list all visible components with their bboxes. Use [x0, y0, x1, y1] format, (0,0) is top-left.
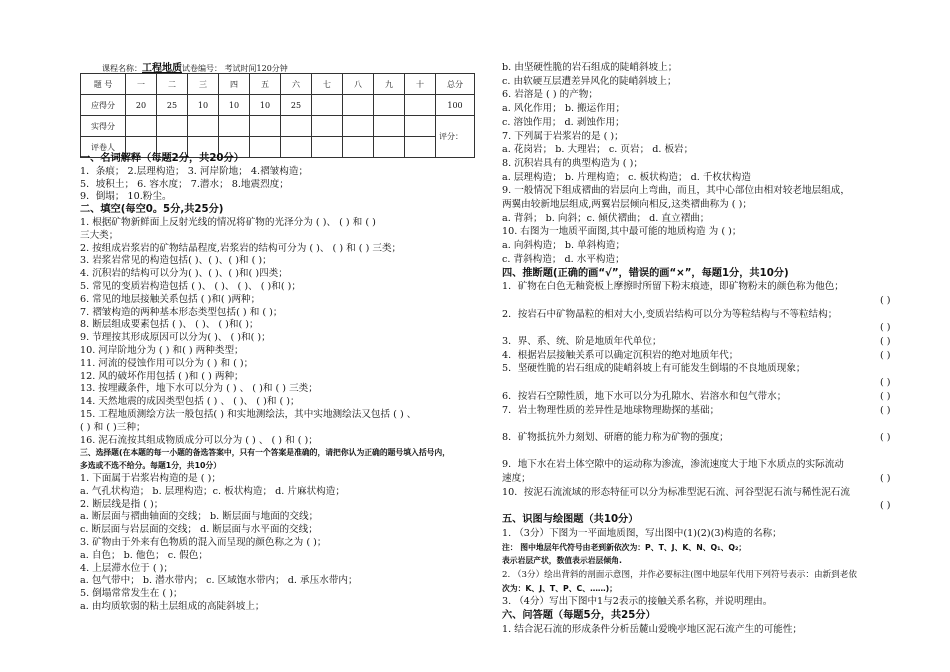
column-label: 十	[405, 74, 436, 95]
question-line: 2. 按组成岩浆岩的矿物结晶程度,岩浆岩的结构可分为 ( )、 ( ) 和 ( ) 三类；	[80, 242, 402, 254]
column-label: 八	[343, 74, 374, 95]
question-line: a. 由均质软弱的粘土层组成的高陡斜坡上；	[80, 601, 265, 612]
answer-bracket: ( )	[880, 473, 891, 484]
question-line: 13. 按埋藏条件，地下水可以分为 ( ) 、 ( )和 ( ) 三类；	[80, 383, 318, 395]
section-heading: 二、填空(每空0。5分,共25分)	[80, 204, 224, 216]
section-heading: 三、选择题(在本题的每一小题的备选答案中，只有一个答案是准确的，请把你认为正确的题号填入括号内，	[80, 448, 451, 458]
column-label: 六	[281, 74, 312, 95]
points-cell: 10	[219, 95, 250, 116]
grader-label: 评分：	[436, 116, 475, 158]
answer-bracket: ( )	[880, 349, 891, 361]
points-cell: 10	[188, 95, 219, 116]
answer-bracket: ( )	[880, 322, 891, 334]
question-line: 8. 断层组成要素包括 ( )、 ( )、 ( )和( )；	[80, 319, 259, 331]
question-line: 两翼由较新地层组成,两翼岩层倾向相反,这类褶曲称为 ( )；	[502, 199, 752, 210]
question-line: 10. 右图为一地质平面图,其中最可能的地质构造 为 ( )；	[502, 226, 742, 238]
column-label: 九	[374, 74, 405, 95]
question-line: 3．界、系、统、阶是地质年代单位；	[502, 336, 662, 347]
question-line: 3. 岩浆岩常见的构造包括( )、( )、( )和 ( )；	[80, 255, 272, 267]
section-heading: 注： 图中地层年代符号由老到新依次为：P、T、J、K、N、Q₁、Q₂；	[502, 542, 747, 552]
question-line: 1. 结合泥石流的形成条件分析岳麓山爱晚亭地区泥石流产生的可能性；	[502, 623, 803, 635]
question-line: 10. 河岸阶地分为 ( ) 和( ) 两种类型；	[80, 345, 244, 356]
question-line: 1. 根据矿物新鲜面上反射光线的情况将矿物的光泽分为 ( )、 ( ) 和 ( )	[80, 217, 376, 228]
question-line: a. 向斜构造； b. 单斜构造；	[502, 240, 626, 252]
question-line: 9．地下水在岩土体空隙中的运动称为渗流，渗流速度大于地下水质点的实际流动	[502, 459, 844, 471]
question-line: 1．条痕； 2.层理构造； 3. 河岸阶地； 4.褶皱构造；	[80, 165, 309, 177]
section-heading: 五、识图与绘图题（共10分）	[502, 514, 639, 526]
question-line: 4．根据岩层接触关系可以确定沉积岩的绝对地质年代；	[502, 349, 739, 361]
question-line: 7．岩土物理性质的差异性是地球物理勘探的基础；	[502, 404, 720, 416]
points-cell: 25	[157, 95, 188, 116]
question-line: 5. 倒塌常常发生在 ( )；	[80, 588, 183, 600]
points-cell: 25	[281, 95, 312, 116]
question-line: c. 背斜构造； d. 水平构造；	[502, 253, 625, 265]
answer-bracket: ( )	[880, 336, 891, 347]
points-row	[81, 95, 475, 116]
question-line: a. 花岗岩； b. 大理岩； c. 页岩； d. 板岩；	[502, 144, 694, 156]
question-line: c. 溶蚀作用； d. 剥蚀作用；	[502, 116, 625, 128]
question-line: 3. （4分）写出下图中1与2表示的接触关系名称，并说明理由。	[502, 596, 773, 608]
answer-bracket: ( )	[880, 431, 891, 443]
total-points-cell: 100	[436, 95, 475, 116]
total-label: 总分	[436, 74, 475, 95]
row-header: 题 号	[81, 74, 126, 95]
answer-bracket: ( )	[880, 390, 891, 402]
question-line: 5．坚硬性脆的岩石组成的陡峭斜坡上有可能发生倒塌的不良地质现象；	[502, 363, 806, 375]
question-line: a. 断层面与褶曲轴面的交线； b. 断层面与地面的交线；	[80, 511, 319, 523]
question-line: 2. （3分）绘出背斜的剖面示意图，并作必要标注(图中地层年代用下列符号表示：由新到老依	[502, 569, 857, 580]
question-line: 6．按岩石空隙性质，地下水可以分为孔隙水、岩溶水和包气带水；	[502, 390, 787, 402]
question-line: a. 自色； b. 他色； c. 假色；	[80, 549, 208, 561]
points-cell	[374, 95, 405, 116]
question-line: a. 气孔状构造； b. 层理构造；c. 板状构造； d. 片麻状构造；	[80, 485, 345, 497]
column-label: 五	[250, 74, 281, 95]
question-line: a. 风化作用； b. 搬运作用；	[502, 103, 626, 115]
question-line: 4. 沉积岩的结构可以分为( )、( )、( )和( )四类；	[80, 268, 288, 280]
course-label: 课程名称：	[102, 64, 142, 73]
question-line: 2．按岩石中矿物晶粒的相对大小,变质岩结构可以分为等粒结构与不等粒结构；	[502, 308, 838, 320]
points-cell	[312, 95, 343, 116]
question-line: 8. 沉积岩具有的典型构造为 ( )；	[502, 157, 643, 169]
points-cell	[405, 95, 436, 116]
question-line: a. 背斜； b. 向斜；c. 倾伏褶曲； d. 直立褶曲；	[502, 212, 710, 224]
question-line: c. 由软硬互层遭差异风化的陡峭斜坡上；	[502, 75, 677, 87]
question-line: 7. 下列属于岩浆岩的是 ( )；	[502, 130, 624, 142]
course-name: 工程地质	[142, 63, 182, 74]
exam-meta: 试卷编号： 考试时间120分钟	[182, 64, 288, 73]
question-line: 5. 常见的变质岩构造包括 ( )、 ( )、 ( )、 ( )和( )；	[80, 281, 301, 292]
question-line: 速度；	[502, 473, 531, 484]
row-header: 实得分	[81, 116, 126, 137]
question-line: 15. 工程地质测绘方法一般包括( ) 和实地测绘法，其中实地测绘法又包括 ( ) 、	[80, 409, 417, 420]
question-line: 9. 节理按其形成原因可以分为( )、 ( )和( )；	[80, 332, 271, 344]
section-heading: 四、推断题(正确的画“√”，错误的画“×”，每题1分，共10分)	[502, 267, 789, 279]
question-line: 1．矿物在白色无釉瓷板上摩擦时所留下粉末痕迹，即矿物粉末的颜色称为他色；	[502, 281, 844, 293]
question-line: a. 包气带中； b. 潜水带内； c. 区域饱水带内； d. 承压水带内；	[80, 575, 358, 587]
question-line: a. 层理构造； b. 片理构造； c. 板状构造； d. 千枚状构造	[502, 171, 751, 183]
points-cell: 20	[126, 95, 157, 116]
question-line: 9. 一般情况下组成褶曲的岩层向上弯曲，而且，其中心部位由相对较老地层组成，	[502, 185, 850, 197]
answer-bracket: ( )	[880, 404, 891, 416]
section-heading: 一、名词解释（每题2分，共20分）	[80, 153, 244, 164]
question-line: 8．矿物抵抗外力刻划、研磨的能力称为矿物的强度；	[502, 431, 729, 443]
question-line: 12. 风的破坏作用包括 ( )和 ( ) 两种；	[80, 370, 244, 382]
question-line: 7. 褶皱构造的两种基本形态类型包括( ) 和 ( )；	[80, 306, 283, 318]
question-line: 14. 天然地震的成因类型包括 ( ) 、 ( )、 ( )和 ( )；	[80, 396, 300, 408]
question-line: 6. 岩溶是 ( ) 的产物；	[502, 89, 598, 101]
section-heading: 次为：K、J、T、P、C、……)；	[502, 583, 618, 593]
points-cell	[343, 95, 374, 116]
column-label: 三	[188, 74, 219, 95]
section-heading: 六、问答题（每题5分，共25分）	[502, 610, 656, 621]
section-heading: 表示岩层产状，数值表示岩层倾角.	[502, 556, 622, 566]
column-label: 二	[157, 74, 188, 95]
answer-bracket: ( )	[880, 500, 891, 512]
question-line: ( ) 和 ( )三种；	[80, 421, 146, 433]
question-line: 6. 常见的地层接触关系包括 ( )和( )两种；	[80, 293, 261, 305]
earned-row	[81, 116, 475, 137]
points-cell: 10	[250, 95, 281, 116]
question-line: 9．倒塌； 10.粉尘。	[80, 191, 172, 203]
question-line: 5．坡积土； 6. 容水度； 7.潜水； 8.地震烈度；	[80, 178, 289, 190]
score-header-row	[81, 74, 475, 95]
question-line: 16. 泥石流按其组成物质成分可以分为 ( ) 、 ( ) 和 ( )；	[80, 434, 318, 446]
column-label: 七	[312, 74, 343, 95]
question-line: 三大类；	[80, 229, 119, 241]
question-line: 11. 河流的侵蚀作用可以分为 ( ) 和 ( )；	[80, 357, 254, 369]
column-label: 一	[126, 74, 157, 95]
section-heading: 多选或不选不给分。每题1分，共10分）	[80, 461, 222, 471]
answer-bracket: ( )	[880, 377, 891, 389]
row-header: 评卷人	[81, 137, 126, 158]
question-line: 3. 矿物由于外来有色物质的混入而呈现的颜色称之为 ( )；	[80, 537, 327, 548]
question-line: 2. 断层线是指 ( )；	[80, 498, 164, 510]
question-line: 1. 下面属于岩浆岩构造的是 ( )；	[80, 473, 221, 484]
answer-bracket: ( )	[880, 294, 891, 306]
question-line: 4. 上层滞水位于 ( )；	[80, 562, 173, 574]
row-header: 应得分	[81, 95, 126, 116]
question-line: b. 由坚硬性脆的岩石组成的陡峭斜坡上；	[502, 62, 678, 73]
column-label: 四	[219, 74, 250, 95]
question-line: c. 断层面与岩层面的交线； d. 断层面与水平面的交线；	[80, 524, 318, 536]
question-line: 10．按泥石流流域的形态特征可以分为标准型泥石流、河谷型泥石流与稀性泥石流	[502, 486, 850, 498]
score-table	[80, 73, 475, 158]
question-line: 1. （3分）下图为一平面地质图，写出图中(1)(2)(3)构造的名称；	[502, 527, 782, 539]
